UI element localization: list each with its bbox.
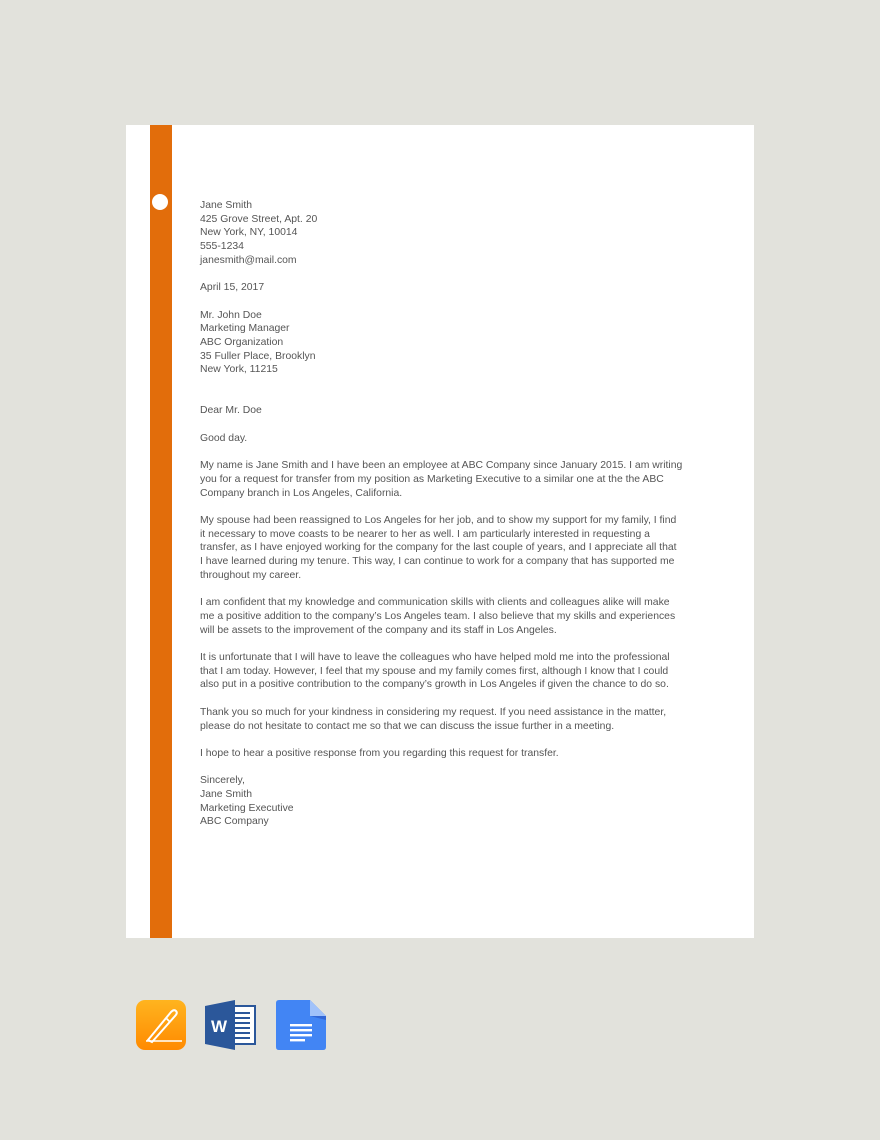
recipient-organization: ABC Organization xyxy=(200,337,284,348)
paragraph-line: me a positive addition to the company’s Los Angeles team. I also believe that my skills and experiences xyxy=(200,610,676,622)
closing-title: Marketing Executive xyxy=(200,802,294,814)
paragraph-line: transfer, as I have enjoyed working for the company for the last couple of years, and I appreciate all that xyxy=(200,542,677,554)
paragraph-line: Thank you so much for your kindness in considering my request. If you need assistance in the matter, xyxy=(200,706,667,718)
date-block xyxy=(200,281,700,295)
body-paragraph-2 xyxy=(200,514,700,583)
letter-date: April 15, 2017 xyxy=(200,282,265,294)
paragraph-line: please do not hesitate to contact me so that we can discuss the issue further in a meeting. xyxy=(200,720,615,732)
body-paragraph-3 xyxy=(200,596,700,637)
recipient-address-line1: 35 Fuller Place, Brooklyn xyxy=(200,350,316,362)
punch-hole-circle xyxy=(152,194,168,210)
letter-page xyxy=(126,125,754,938)
valediction: Sincerely, xyxy=(200,775,245,787)
svg-text:W: W xyxy=(210,1017,228,1036)
greeting: Good day. xyxy=(200,432,248,444)
body-paragraph-4 xyxy=(200,651,700,692)
sender-phone: 555-1234 xyxy=(200,241,244,253)
paragraph-line: throughout my career. xyxy=(200,569,302,581)
accent-stripe xyxy=(150,125,172,938)
recipient-name: Mr. John Doe xyxy=(200,309,262,321)
recipient-title: Marketing Manager xyxy=(200,323,290,335)
sender-address-line1: 425 Grove Street, Apt. 20 xyxy=(200,213,318,225)
sender-block xyxy=(200,199,700,268)
paragraph-line: I hope to hear a positive response from you regarding this request for transfer. xyxy=(200,747,559,759)
paragraph-line: that I am today. However, I feel that my spouse and my family comes first, although I know that I could xyxy=(200,665,669,677)
body-paragraph-1 xyxy=(200,459,700,500)
recipient-block xyxy=(200,309,700,378)
salutation-block xyxy=(200,404,700,418)
sender-email: janesmith@mail.com xyxy=(200,254,297,266)
paragraph-line: It is unfortunate that I will have to leave the colleagues who have helped mold me into the professional xyxy=(200,652,670,664)
letter-body xyxy=(200,199,700,843)
body-paragraph-6 xyxy=(200,747,700,761)
body-paragraph-5 xyxy=(200,706,700,733)
ms-word-icon[interactable] xyxy=(205,1000,255,1050)
paragraph-line: also put in a positive contribution to the company’s growth in Los Angeles if given the chance to do so. xyxy=(200,679,669,691)
paragraph-line: you for a request for transfer from my position as Marketing Executive to a similar one at the the ABC xyxy=(200,473,664,485)
paragraph-line: I am confident that my knowledge and communication skills with clients and colleagues alike will make xyxy=(200,597,670,609)
recipient-address-line2: New York, 11215 xyxy=(200,364,278,376)
paragraph-line: My name is Jane Smith and I have been an employee at ABC Company since January 2015. I am writing xyxy=(200,460,683,472)
sender-address-line2: New York, NY, 10014 xyxy=(200,227,298,239)
paragraph-line: My spouse had been reassigned to Los Angeles for her job, and to show my support for my family, I find xyxy=(200,515,677,527)
paragraph-line: will be assets to the improvement of the company and its staff in Los Angeles. xyxy=(200,624,557,636)
closing-block xyxy=(200,774,700,829)
paragraph-line: it necessary to move coasts to be nearer to her as well. I am particularly interested in requesting a xyxy=(200,528,650,540)
salutation: Dear Mr. Doe xyxy=(200,405,262,417)
closing-company: ABC Company xyxy=(200,816,269,828)
apple-pages-icon[interactable] xyxy=(136,1000,186,1050)
google-docs-icon[interactable] xyxy=(276,1000,326,1050)
paragraph-line: Company branch in Los Angeles, California. xyxy=(200,487,403,499)
paragraph-line: I have learned during my tenure. This way, I can continue to work for a company that has supported me xyxy=(200,556,675,568)
spacer xyxy=(200,391,700,405)
closing-name: Jane Smith xyxy=(200,789,252,801)
sender-name: Jane Smith xyxy=(200,200,252,211)
greeting-block xyxy=(200,432,700,446)
